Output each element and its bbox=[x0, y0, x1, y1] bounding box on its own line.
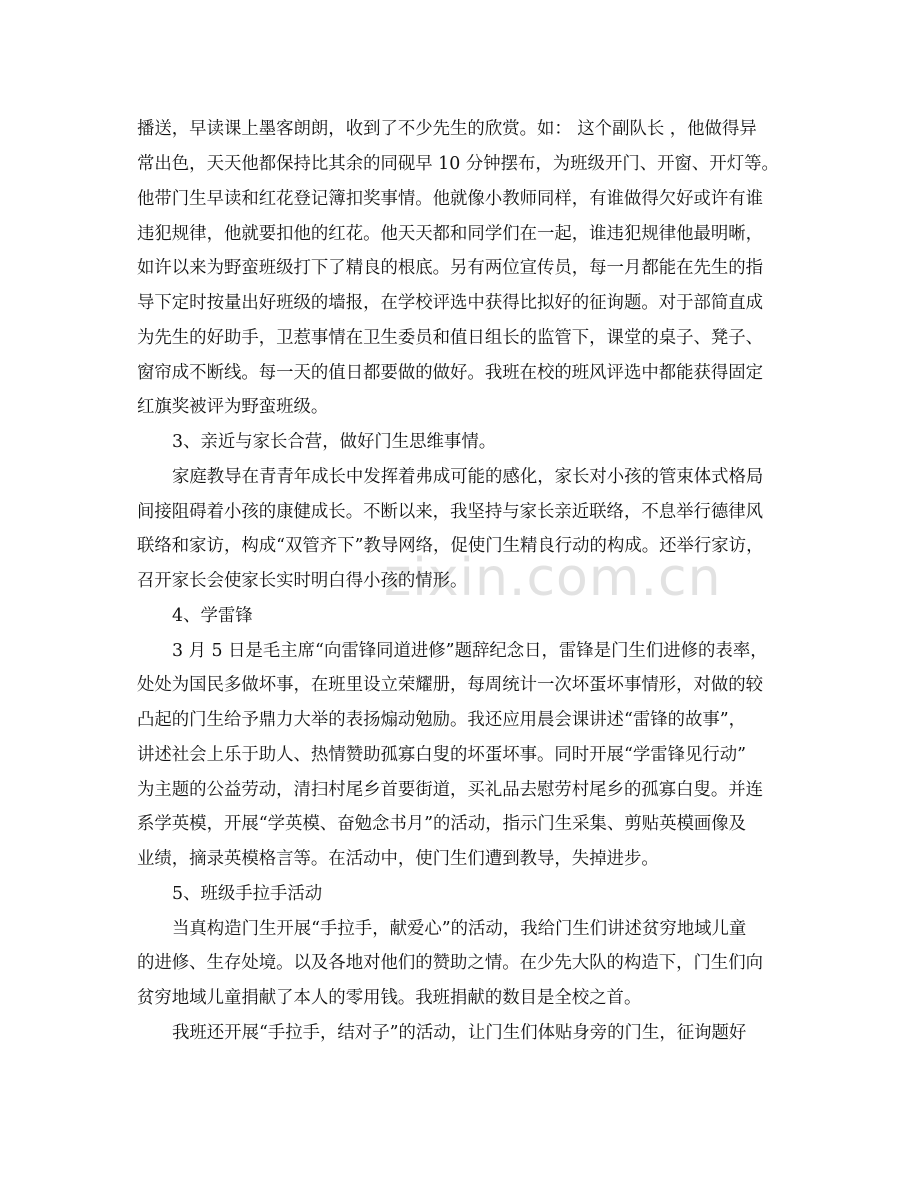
text-line: 联络和家访，构成“双管齐下”教导网络，促使门生精良行动的构成。还举行家访， bbox=[137, 536, 764, 556]
text-line: 贫穷地域儿童捐献了本人的零用钱。我班捐献的数目是全校之首。 bbox=[137, 988, 642, 1008]
text-line: 当真构造门生开展“手拉手，献爱心”的活动，我给门生们讲述贫穷地域儿童 bbox=[172, 919, 747, 939]
text-line: 播送，早读课上墨客朗朗，收到了不少先生的欣赏。如： 这个副队长 ，他做得异 bbox=[137, 119, 757, 139]
text-line: 家庭教导在青青年成长中发挥着弗成可能的感化，家长对小孩的管束体式格局 bbox=[172, 467, 764, 487]
text-line: 3 月 5 日是毛主席“向雷锋同道进修”题辞纪念日，雷锋是门生们进修的表率， bbox=[172, 641, 768, 661]
text-line: 为先生的好助手，卫惹事情在卫生委员和值日组长的监管下，课堂的桌子、凳子、 bbox=[137, 328, 764, 348]
text-line: 的进修、生存处境。以及各地对他们的赞助之情。在少先大队的构造下，门生们向 bbox=[137, 953, 764, 973]
text-line: 讲述社会上乐于助人、热情赞助孤寡白叟的坏蛋坏事。同时开展“学雷锋见行动” bbox=[137, 745, 747, 765]
section-heading: 4、学雷锋 bbox=[172, 606, 253, 626]
text-line: 如许以来为野蛮班级打下了精良的根底。另有两位宣传员，每一月都能在先生的指 bbox=[137, 258, 764, 278]
text-line: 间接阻碍着小孩的康健成长。不断以来，我坚持与家长亲近联络，不息举行德律风 bbox=[137, 502, 764, 522]
text-line: 系学英模，开展“学英模、奋勉念书月”的活动，指示门生采集、剪贴英模画像及 bbox=[137, 814, 747, 834]
text-line: 常出色，天天他都保持比其余的同砚早 10 分钟摆布，为班级开门、开窗、开灯等。 bbox=[137, 154, 779, 174]
text-line: 导下定时按量出好班级的墙报，在学校评选中获得比拟好的征询题。对于部简直成 bbox=[137, 293, 764, 313]
text-line: 召开家长会使家长实时明白得小孩的情形。 bbox=[137, 571, 468, 591]
text-line: 业绩，摘录英模格言等。在活动中，使门生们遭到教导，失掉进步。 bbox=[137, 849, 659, 869]
text-line: 红旗奖被评为野蛮班级。 bbox=[137, 397, 329, 417]
watermark: zixin.com.cn bbox=[384, 548, 722, 608]
section-heading: 5、班级手拉手活动 bbox=[172, 884, 323, 904]
text-line: 我班还开展“手拉手，结对子”的活动，让门生们体贴身旁的门生，征询题好 bbox=[172, 1023, 747, 1043]
text-line: 处处为国民多做坏事，在班里设立荣耀册，每周统计一次坏蛋坏事情形，对做的较 bbox=[137, 675, 764, 695]
text-line: 凸起的门生给予鼎力大举的表扬煽动勉励。我还应用晨会课讲述“雷锋的故事”， bbox=[137, 710, 747, 730]
text-line: 窗帘成不断线。每一天的值日都要做的做好。我班在校的班风评选中都能获得固定 bbox=[137, 363, 764, 383]
text-line: 违犯规律，他就要扣他的红花。他天天都和同学们在一起，谁违犯规律他最明晰， bbox=[137, 224, 764, 244]
text-line: 为主题的公益劳动，清扫村尾乡首要街道，买礼品去慰劳村尾乡的孤寡白叟。并连 bbox=[137, 780, 764, 800]
section-heading: 3、亲近与家长合营，做好门生思维事情。 bbox=[172, 432, 497, 452]
text-line: 他带门生早读和红花登记簿扣奖事情。他就像小教师同样，有谁做得欠好或许有谁 bbox=[137, 189, 764, 209]
